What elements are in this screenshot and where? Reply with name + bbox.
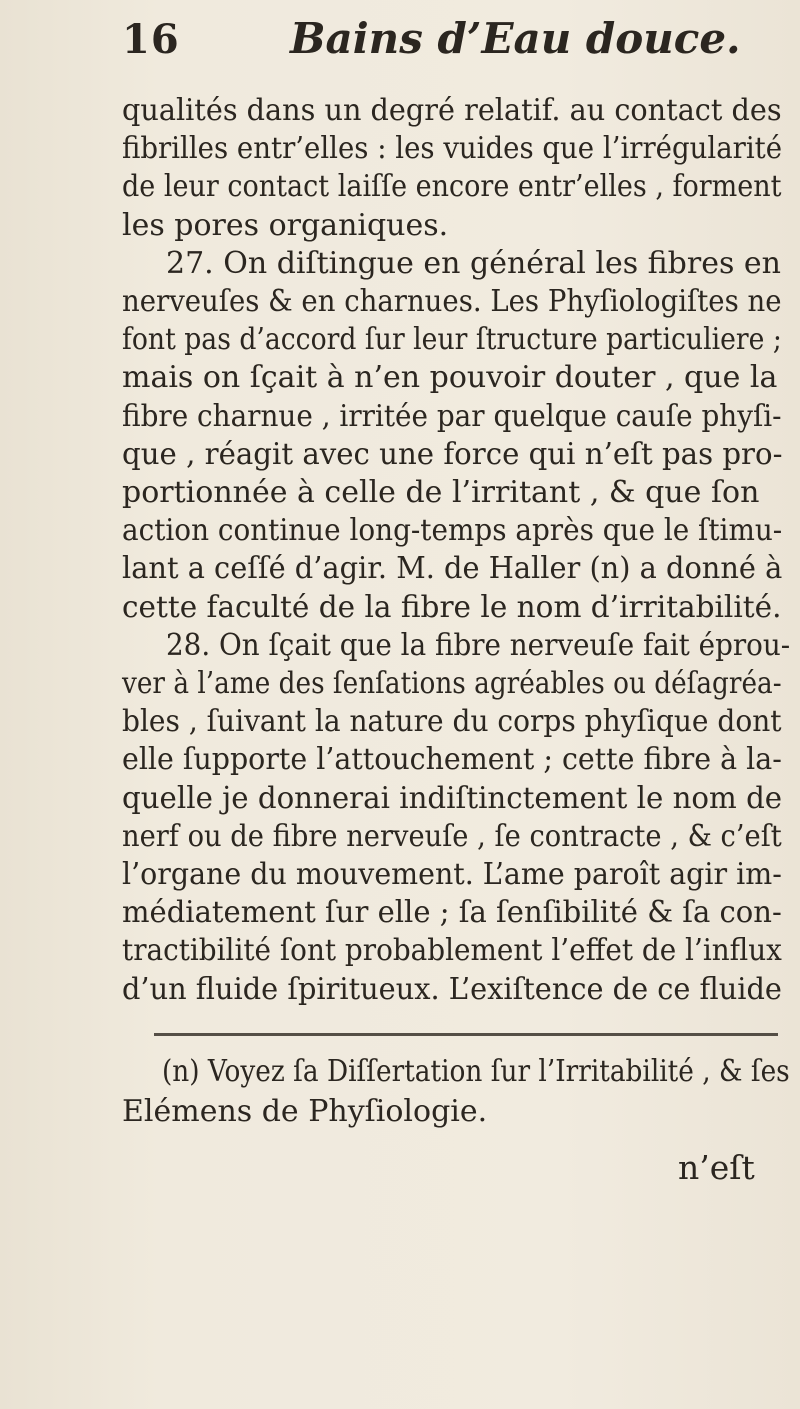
text-line: font pas d’accord ſur leur ſtructure particuliere ;	[122, 322, 782, 358]
text-line: nerveuſes & en charnues. Les Phyſiologiſtes ne	[122, 284, 782, 319]
footnote-line: (n) Voyez ſa Diſſertation ſur l’Irritabilité , & ſes	[162, 1053, 790, 1089]
text-line: l’organe du mouvement. L’ame paroît agir im-	[122, 857, 782, 892]
page-number: 16	[122, 16, 180, 63]
text-line: lant a ceſſé d’agir. M. de Haller (n) a donné à	[122, 551, 783, 587]
text-line: médiatement ſur elle ; ſa ſenſibilité & ſa con-	[122, 895, 782, 931]
text-line: fibrilles entr’elles : les vuides que l’irrégularité	[122, 131, 783, 167]
text-line: bles , ſuivant la nature du corps phyſique dont	[122, 704, 782, 740]
text-line: d’un fluide ſpiritueux. L’exiſtence de ce fluide	[122, 971, 782, 1007]
footnote-line: Elémens de Phyſiologie.	[122, 1093, 488, 1129]
catchword: n’eſt	[678, 1147, 755, 1187]
text-line: fibre charnue , irritée par quelque cauſe phyſi-	[122, 398, 782, 434]
text-line: nerf ou de fibre nerveuſe , ſe contracte , & c’eſt	[122, 818, 782, 854]
text-line: ver à l’ame des ſenſations agréables ou déſagréa-	[122, 666, 782, 701]
text-line: tractibilité ſont probablement l’effet de l’influx	[122, 933, 782, 969]
text-line: elle ſupporte l’attouchement ; cette fibre à la-	[122, 742, 782, 778]
text-line: les pores organiques.	[122, 207, 449, 243]
text-line: que , réagit avec une force qui n’eſt pas pro-	[122, 436, 783, 472]
text-line: 27. On diſtingue en général les fibres en	[166, 245, 781, 281]
text-line: cette faculté de la fibre le nom d’irritabilité.	[122, 589, 782, 625]
text-line: quelle je donnerai indiſtinctement le nom de	[122, 780, 783, 816]
text-line: qualités dans un degré relatif. au contact des	[122, 93, 782, 128]
text-line: 28. On ſçait que la fibre nerveuſe fait éprou-	[166, 627, 791, 663]
running-title: Bains d’Eau douce.	[290, 14, 741, 63]
text-line: de leur contact laiſſe encore entr’elles , forment	[122, 169, 782, 205]
page-header	[122, 14, 762, 70]
text-line: portionnée à celle de l’irritant , & que ſon	[122, 475, 760, 510]
footnote-rule	[154, 1033, 778, 1036]
text-line: mais on ſçait à n’en pouvoir douter , que la	[122, 360, 778, 396]
text-line: action continue long-temps après que le ſtimu-	[122, 513, 783, 549]
